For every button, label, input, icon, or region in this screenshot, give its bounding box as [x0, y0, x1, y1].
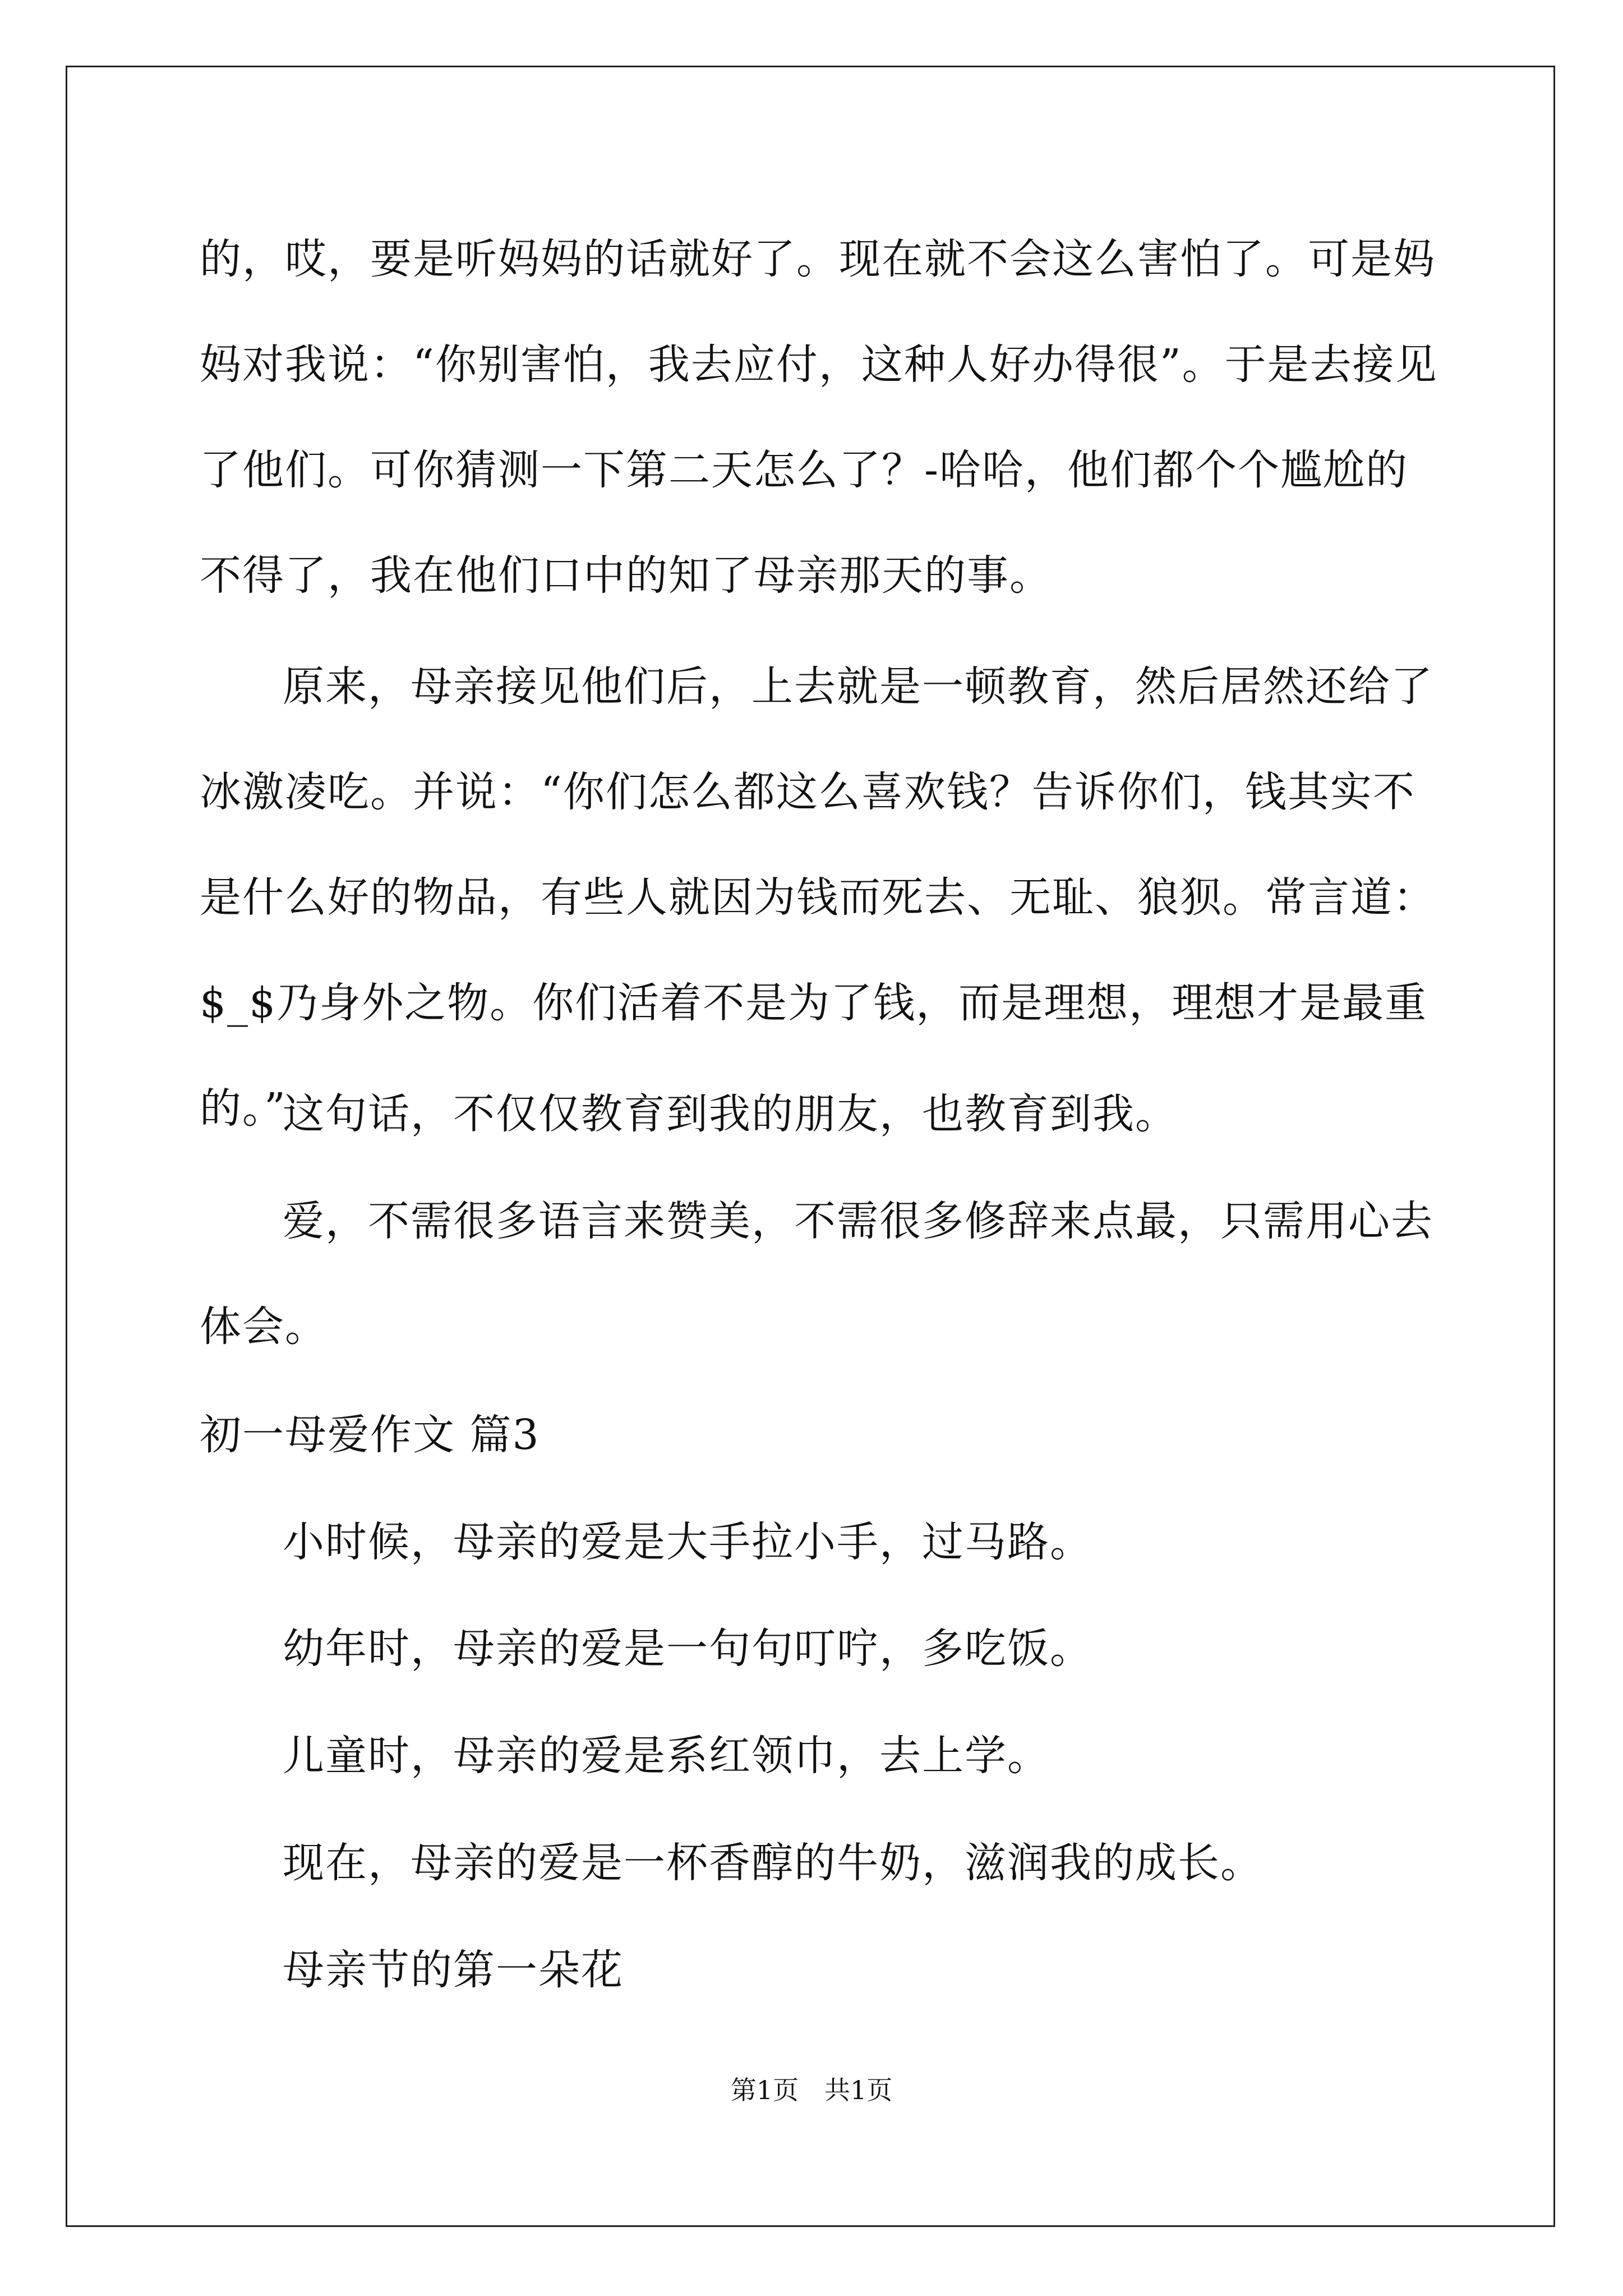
paragraph-early-years: 幼年时，母亲的爱是一句句叮咛，多吃饭。: [283, 1625, 1092, 1673]
paragraph-school-years: 儿童时，母亲的爱是系红领巾，去上学。: [283, 1732, 1050, 1780]
paragraph-childhood: 小时候，母亲的爱是大手拉小手，过马路。: [283, 1518, 1092, 1566]
paragraph-mother-education: 原来，母亲接见他们后，上去就是一顿教育，然后居然还给了冰激凌吃。并说：“你们怎么都这么喜欢钱？告诉你们，钱其实不是什么好的物品，有些人就因为钱而死去、无耻、狼狈。常言道：$_$乃身外之物。你们活着不是为了钱，而是理想，理想才是最重的。”: [200, 662, 1436, 1133]
paragraph-lesson: 这句话，不仅仅教育到我的朋友，也教育到我。: [283, 1090, 1178, 1138]
paragraph-first-flower: 母亲节的第一朵花: [283, 1946, 624, 1994]
paragraph-continuation: 的，哎，要是听妈妈的话就好了。现在就不会这么害怕了。可是妈妈对我说：“你别害怕，我去应付，这种人好办得很”。于是去接见了他们。可你猜测一下第二天怎么了？-哈哈，他们都个个尴尬的不得了，我在他们口中的知了母亲那天的事。: [200, 235, 1438, 600]
page-number-footer: 第1页 共1页: [730, 2075, 893, 2105]
section-heading: 初一母爱作文 篇3: [200, 1411, 540, 1459]
paragraph-love-statement: 爱，不需很多语言来赞美，不需很多修辞来点最，只需用心去体会。: [200, 1197, 1433, 1351]
paragraph-present: 现在，母亲的爱是一杯香醇的牛奶，滋润我的成长。: [283, 1839, 1263, 1887]
